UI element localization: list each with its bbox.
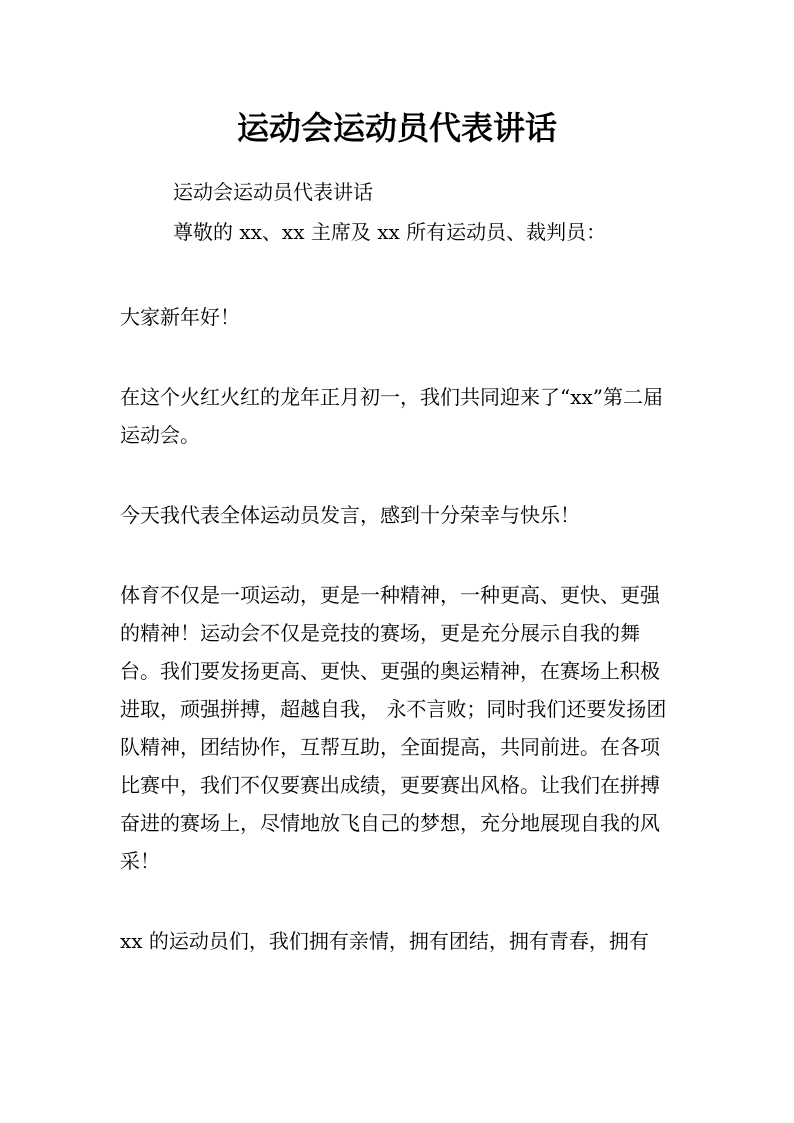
document-body — [120, 172, 675, 960]
document-title: 运动会运动员代表讲话 — [236, 109, 557, 147]
document-subtitle: 运动会运动员代表讲话 — [173, 180, 373, 204]
salutation: 尊敬的 xx、xx 主席及 xx 所有运动员、裁判员： — [173, 220, 607, 244]
paragraph-opening: 在这个火红火红的龙年正月初一，我们共同迎来了“xx”第二届运动会。 — [120, 385, 664, 447]
paragraph-closing: xx 的运动员们，我们拥有亲情，拥有团结，拥有青春，拥有 — [120, 929, 649, 953]
paragraph-honor: 今天我代表全体运动员发言，感到十分荣幸与快乐！ — [120, 503, 580, 527]
paragraph-spirit: 体育不仅是一项运动，更是一种精神，一种更高、更快、更强的精神！运动会不仅是竞技的赛场，更是充分展示自我的舞台。我们要发扬更高、更快、更强的奥运精神，在赛场上积极进取，顽强拼搏，超越自我， 永不言败；同时我们还要发扬团队精神，团结协作，互帮互助，全面提高，共同前进。在各项比赛中，我们不仅要赛出成绩，更要赛出风格。让我们在拼搏奋进的赛场上，尽情地放飞自己的梦想，充分地展现自我的风采！ — [120, 583, 667, 873]
paragraph-greeting: 大家新年好！ — [120, 305, 240, 329]
